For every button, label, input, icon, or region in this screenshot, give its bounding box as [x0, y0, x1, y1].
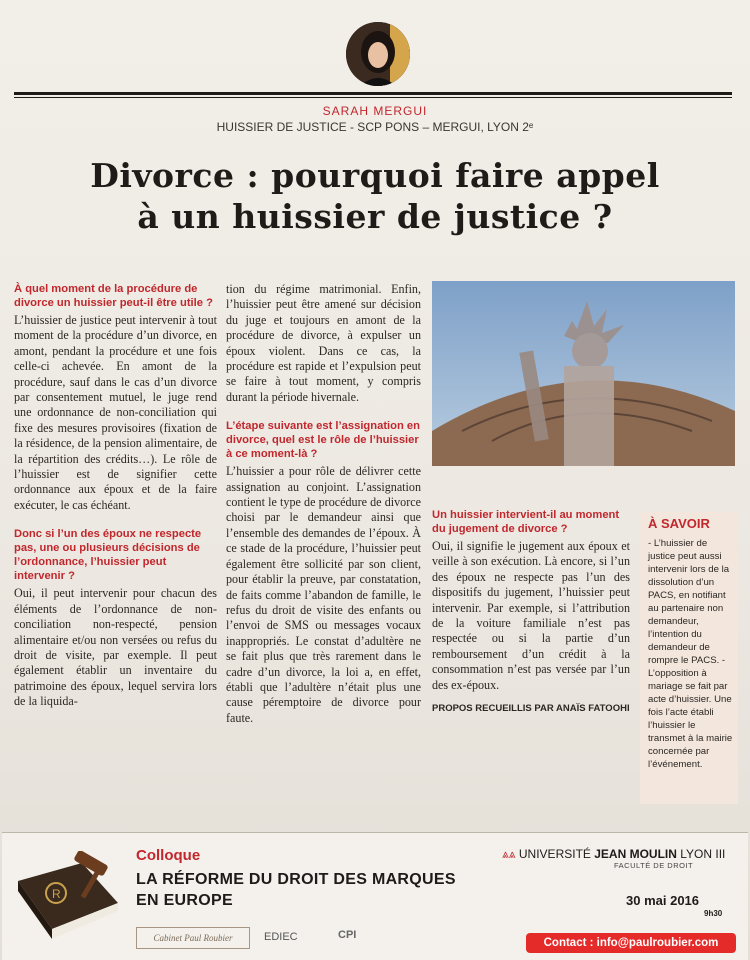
- book-gavel-icon: [12, 851, 124, 943]
- university-mark-icon: ⩓⩓: [502, 847, 516, 861]
- question-4: Un huissier intervient-il au moment du jugement de divorce ?: [432, 509, 620, 535]
- top-rule-thin: [14, 97, 732, 98]
- svg-text:R: R: [52, 887, 61, 901]
- ad-date: 30 mai 2016: [626, 893, 700, 908]
- question-1: À quel moment de la procédure de divorce un huissier peut-il être utile ?: [14, 283, 213, 309]
- faculty-label: FACULTÉ DE DROIT: [614, 861, 694, 870]
- university-logo: [502, 847, 725, 862]
- ad-label: Colloque: [136, 847, 201, 864]
- answer-2: Oui, il peut intervenir pour chacun des éléments de l’ordonnance de non-conciliation non-respecté, pension alimentaire et/ou non versées ou refus du droit de visite, par exemple. Il peut également établir un inventaire du patrimoine des époux, lequel servira lors de la liquida-: [14, 586, 217, 709]
- sponsor-logo-2: EDIEC: [264, 931, 298, 943]
- top-rule: [14, 92, 732, 95]
- author-avatar: [346, 22, 410, 86]
- answer-4: Oui, il signifie le jugement aux époux et veille à son exécution. Là encore, si l’un des époux ne respecte pas l’un des dispositifs du jugement, l’huissier peut intervenir. Par exemple, si l’attribution de la voiture familiale n’est pas respectée ou si la partie d’un remboursement d’un crédit à la consommation n’est pas versée par l’un des ex-époux.: [432, 539, 630, 692]
- article-photo: [432, 281, 735, 466]
- question-2: Donc si l’un des époux ne respecte pas, une ou plusieurs décisions de l’ordonnance, l’huissier peut intervenir ?: [14, 528, 202, 583]
- credit-line: PROPOS RECUEILLIS PAR ANAÏS FATOOHI: [432, 703, 630, 715]
- info-box-text: - L’huissier de justice peut aussi intervenir lors de la dissolution d’un PACS, en notifiant au partenaire non demandeur, l’intention du demandeur de rompre le PACS. - L’opposition à mariage se fait par acte d’huissier. Une fois l’acte établi l’huissier le transmet à la mairie concernée par l’événement.: [648, 538, 733, 770]
- contact-link[interactable]: Contact : info@paulroubier.com: [526, 933, 736, 953]
- ad-title-line-2: EN EUROPE: [136, 892, 233, 909]
- question-3: L’étape suivante est l’assignation en divorce, quel est le rôle de l’huissier à ce moment-là ?: [226, 420, 420, 461]
- title-line-1: Divorce : pourquoi faire appel: [90, 156, 660, 195]
- sponsor-logo-1: Cabinet Paul Roubier: [136, 927, 250, 949]
- info-box: [640, 512, 738, 804]
- university-city: LYON III: [680, 847, 726, 861]
- article-column-3: [432, 508, 630, 716]
- article-column-2: [226, 282, 421, 726]
- author-role: HUISSIER DE JUSTICE - SCP PONS – MERGUI, LYON 2ᵉ: [216, 120, 534, 134]
- info-box-title: À SAVOIR: [648, 516, 710, 531]
- ad-title: [136, 869, 456, 911]
- title-line-2: à un huissier de justice ?: [137, 197, 613, 236]
- colloque-ad: [2, 832, 748, 960]
- university-name: JEAN MOULIN: [594, 847, 677, 861]
- ad-time: 9h30: [704, 909, 723, 918]
- author-name: SARAH MERGUI: [322, 104, 428, 118]
- article-column-1: [14, 282, 217, 710]
- page-title: [0, 155, 750, 237]
- answer-1-continued: tion du régime matrimonial. Enfin, l’huissier peut être amené sur décision du juge et toujours en amont de la procédure de divorce, à expulser un époux violent. Dans ce cas, la procédure est rapide et l’expulsion peut se faire à tout moment, y compris durant la période hivernale.: [226, 282, 421, 404]
- answer-3: L’huissier a pour rôle de délivrer cette assignation au conjoint. L’assignation contient le type de procédure de divorce choisi par le demandeur ainsi que l’ensemble des demandes de l’époux. À ce stade de la procédure, l’huissier peut également être sollicité par son client, pour établir la preuve, par constatation, de faits comme l’abandon de famille, le refus du droit de visite des enfants ou l’envoi de SMS ou messages vocaux inappropriés. Le constat d’adultère ne se fait plus que très rarement dans le cadre d’un divorce, la loi a, en effet, établi que l’adultère n’était plus une cause péremptoire de divorce pour faute.: [226, 464, 421, 725]
- ad-title-line-1: LA RÉFORME DU DROIT DES MARQUES: [136, 871, 456, 888]
- sponsor-logo-3: CPI: [338, 929, 357, 941]
- answer-1: L’huissier de justice peut intervenir à tout moment de la procédure d’un divorce, en amont, pendant la procédure et une fois celle-ci achevée. En amont de la procédure, sauf dans le cas d’un divorce par consentement mutuel, le juge rend une ordonnance de non-conciliation qui fixe des mesures provisoires (fixation de la résidence, de la pension alimentaire, de la répartition des crédits…). Le rôle de l’huissier est de signifier cette ordonnance aux époux et de la faire exécuter, le cas échéant.: [14, 313, 217, 512]
- university-prefix: UNIVERSITÉ: [518, 847, 591, 861]
